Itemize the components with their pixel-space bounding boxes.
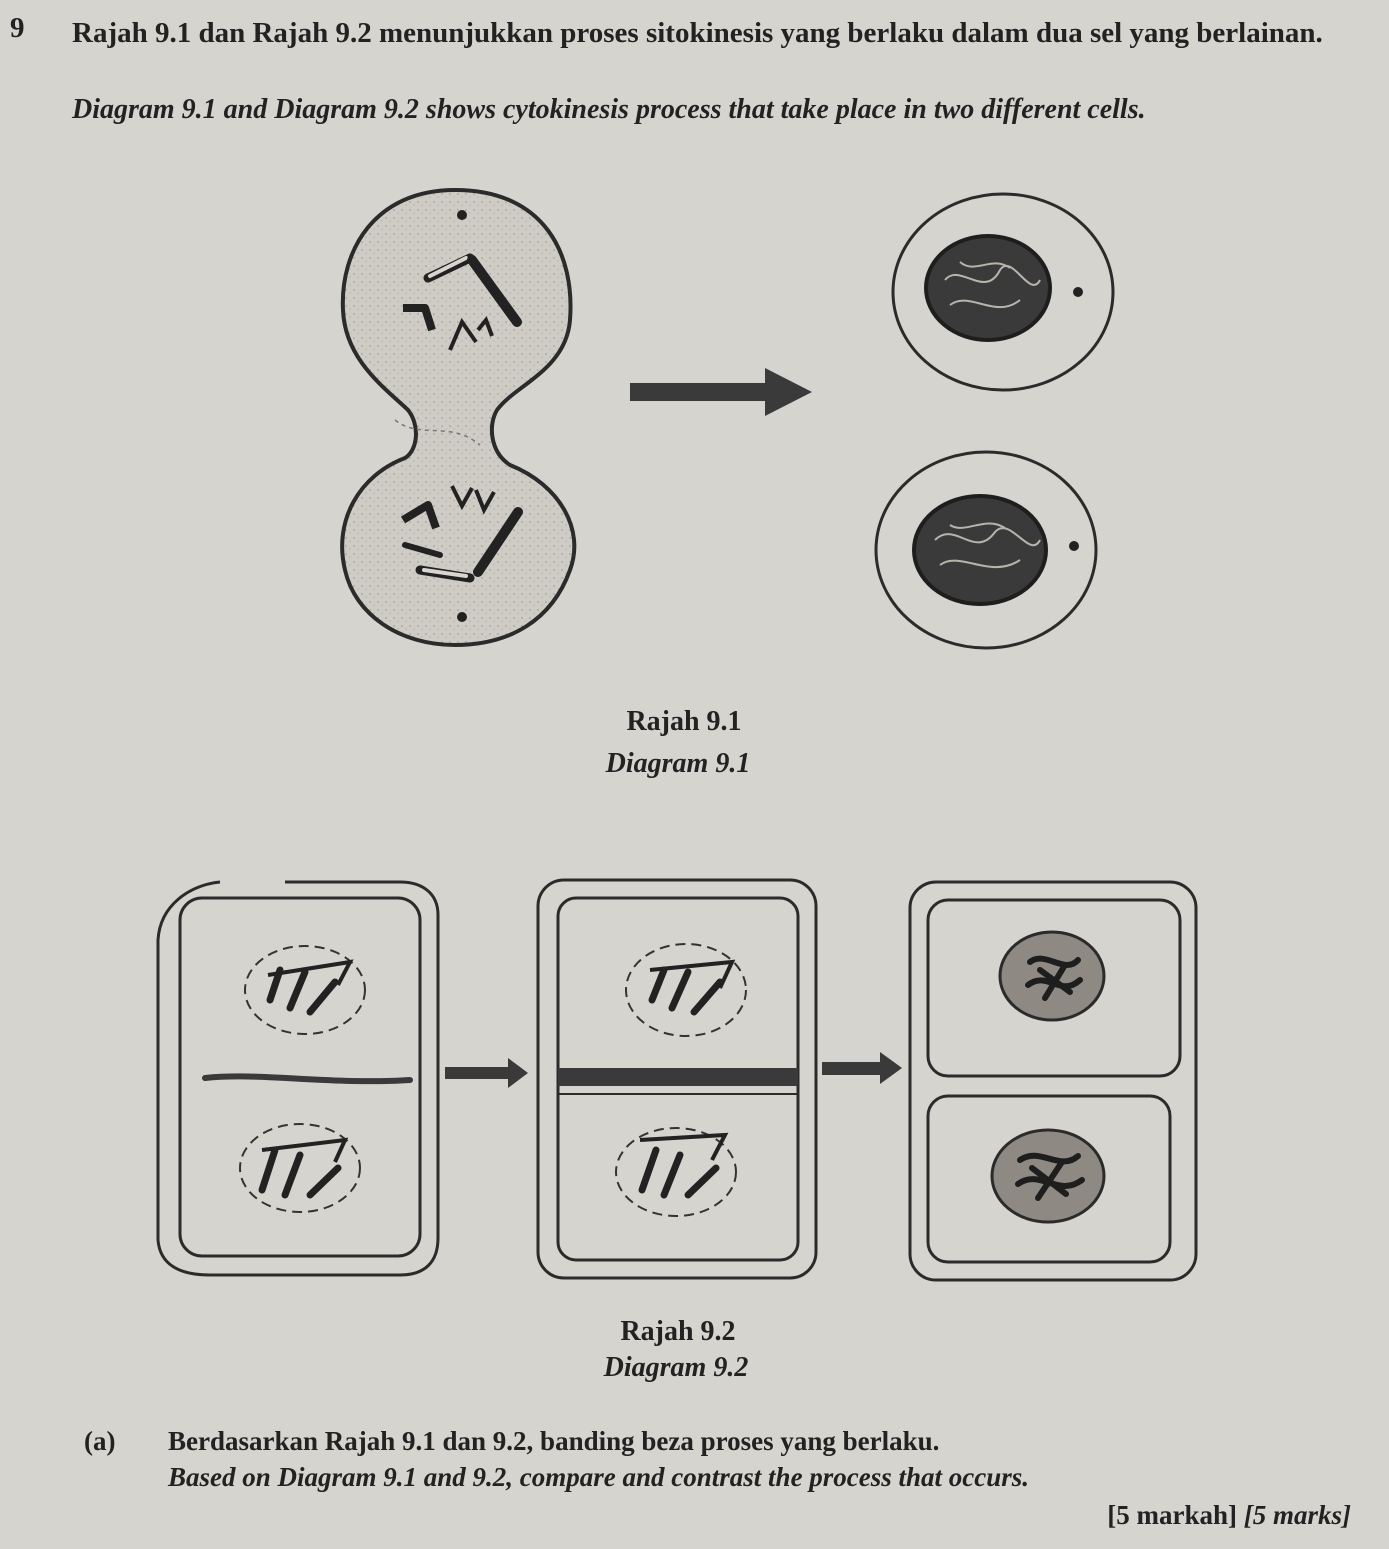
plant-daughter-cells: [910, 882, 1196, 1280]
marks-malay: [5 markah]: [1107, 1500, 1237, 1530]
diagram-2-caption-english: Diagram 9.2: [603, 1352, 749, 1383]
marks-allocation: [1107, 1500, 1351, 1531]
part-a-label: (a): [84, 1426, 116, 1456]
cell-plate-forming: [205, 1076, 410, 1081]
centriole-bottom-daughter: [1069, 541, 1079, 551]
question-text-malay: Rajah 9.1 dan Rajah 9.2 menunjukkan proses sitokinesis yang berlaku dalam dua sel yang berlainan.: [72, 17, 1323, 49]
arrow-diagram-1: [630, 368, 812, 416]
plant-cell-stage-1: [158, 882, 438, 1275]
centriole-bottom: [457, 612, 467, 622]
marks-english: [5 marks]: [1243, 1500, 1351, 1530]
chromosomes-plant-1-bottom: [240, 1124, 360, 1212]
chromosomes-plant-2-bottom: [616, 1128, 736, 1216]
nucleus-plant-top: [1000, 932, 1104, 1020]
cell-plate: [558, 1068, 798, 1086]
diagram-1-caption-english: Diagram 9.1: [605, 748, 751, 779]
nucleus-bottom: [914, 496, 1046, 604]
daughter-cell-top: [893, 194, 1113, 390]
arrow-diagram-2a: [445, 1058, 528, 1088]
nucleus-top: [926, 236, 1050, 340]
arrow-diagram-2b: [822, 1052, 902, 1084]
animal-cell-dividing: [342, 190, 574, 645]
part-a-text-malay: Berdasarkan Rajah 9.1 dan 9.2, banding beza proses yang berlaku.: [168, 1426, 940, 1456]
chromosomes-plant-2-top: [626, 944, 746, 1036]
chromosomes-plant-1-top: [245, 946, 365, 1034]
diagram-2-caption-malay: Rajah 9.2: [620, 1316, 736, 1347]
daughter-cell-bottom: [876, 452, 1096, 648]
centriole-top-daughter: [1073, 287, 1083, 297]
centriole-top: [457, 210, 467, 220]
part-a-text-english: Based on Diagram 9.1 and 9.2, compare and contrast the process that occurs.: [168, 1462, 1030, 1492]
diagram-1-caption-malay: Rajah 9.1: [626, 706, 742, 737]
question-text-english: Diagram 9.1 and Diagram 9.2 shows cytokinesis process that take place in two different cells.: [72, 94, 1146, 125]
plant-cell-stage-2: [538, 880, 816, 1278]
nucleus-plant-bottom: [992, 1130, 1104, 1222]
question-number: 9: [10, 12, 25, 44]
